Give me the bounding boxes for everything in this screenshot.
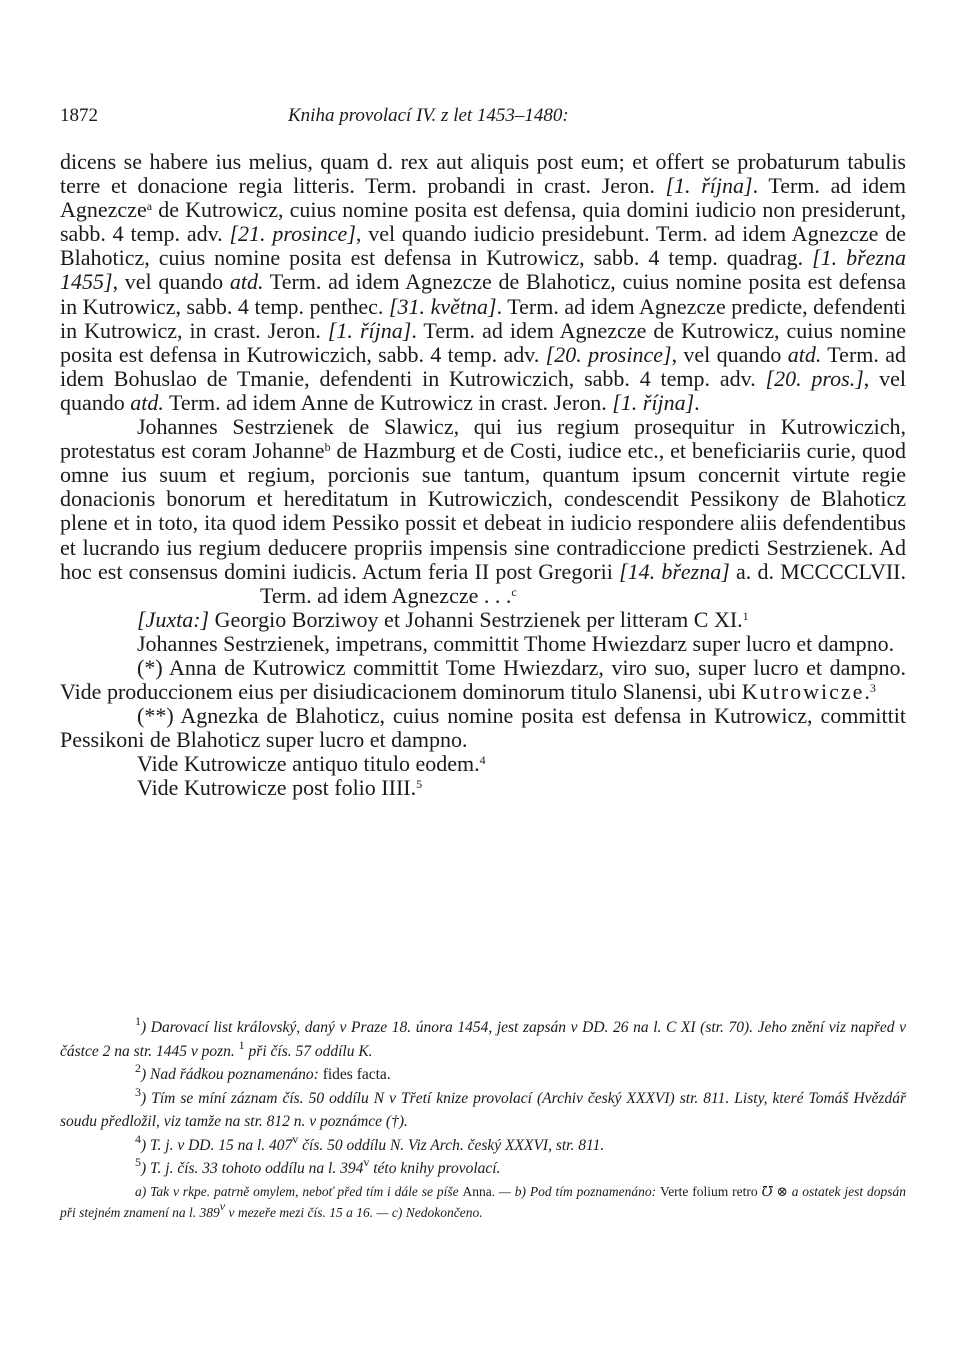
footnote-text: ) T. j. v DD. 15 na l. 407 xyxy=(141,1136,293,1154)
footnote-4 xyxy=(60,1131,906,1158)
text-run: . xyxy=(694,389,700,415)
date-note: [1. října] xyxy=(665,173,753,199)
date-note: [21. prosince] xyxy=(229,221,356,247)
footnote-number: 1 xyxy=(135,1014,141,1028)
text-run: de Hazmburg et de Costi, iudice etc., et beneficiariis curie, quod omne ius suum et regium, porcionis sue tantum, quantum ipsum concernit virtute regie donacionis bonorum et hereditatum in Kutrowiczich, condescendit Pessikony de Blahoticz plene et in toto, ita quod idem Pessiko possit et debeat in iudicio respondere aliis defendentibus et lucrando ius regium deducere propriis impensis sine contradiccione predicti Sestrzienek. Ad hoc est consensus domini iudicis. Actum feria II post Gregorii xyxy=(60,438,906,584)
footnote-text: ) Darovací list královský, daný v Praze 18. února 1454, jest zapsán v DD. 26 na l. C XI (str. 70). Jeho znění viz napřed v částce 2 na str. 1445 v pozn. xyxy=(60,1019,906,1060)
text-run: Vide Kutrowicze antiquo titulo eodem. xyxy=(137,751,480,777)
text-run: . Term. ad idem Agnezcze de Kutrowicz, cuius nomine posita est defensa in Kutrowiczich, sabb. 4 temp. adv. xyxy=(60,317,906,367)
text-run: (**) Agnezka de Blahoticz, cuius nomine posita est defensa in Kutrowicz, committit Pessikoni de Blahoticz super lucro et dampno. xyxy=(60,703,906,753)
footnote-marker: 4 xyxy=(479,753,486,768)
footnote-text: Anna. xyxy=(462,1183,496,1199)
date-note: [20. pros.] xyxy=(765,365,864,391)
text-run: . Term. ad idem Agnezcze xyxy=(60,173,906,223)
footnote-marker: v xyxy=(219,1198,226,1213)
footnote-text: ) Tím se míní záznam čís. 50 oddílu N v Třetí knize provolací (Archiv český XXXVI) str. 811. Listy, které Tomáš Hvězdář soudu předložil, viz tamže na str. 812 n. v poznámce (†). xyxy=(60,1089,906,1130)
text-run: Term. ad idem Agnezcze . . . xyxy=(260,582,512,608)
text-run: Term. ad idem Bohuslao de Tmanie, defendenti in Kutrowiczich, sabb. 4 temp. adv. xyxy=(60,341,906,391)
footnote-text: — b) Pod tím poznamenáno: xyxy=(495,1183,660,1199)
footnote-text: při čís. 57 oddílu K. xyxy=(244,1042,373,1060)
juxta-note: [Juxta:] xyxy=(137,606,210,632)
footnote-text: čís. 50 oddílu N. Viz Arch. český XXXVI, str. 811. xyxy=(298,1136,605,1154)
footnote-1 xyxy=(60,1016,906,1063)
footnote-number: 3 xyxy=(135,1084,141,1099)
footnote-3 xyxy=(60,1084,906,1134)
footnote-marker: 3 xyxy=(869,681,876,696)
text-run: Georgio Borziwoy et Johanni Sestrzienek per litteram C XI. xyxy=(209,606,743,632)
footnote-letters xyxy=(60,1181,906,1223)
paragraph-sestrzienek xyxy=(60,415,906,608)
footnote-marker: 5 xyxy=(416,777,423,792)
footnote-marker: c xyxy=(511,584,517,599)
page-number: 1872 xyxy=(60,105,98,126)
main-text xyxy=(60,150,906,801)
footnote-text: této knihy provolací. xyxy=(369,1160,501,1177)
abbrev-note: atd. xyxy=(787,341,822,367)
footnote-text: v mezeře mezi čís. 15 a 16. xyxy=(225,1204,374,1220)
date-note: [20. prosince] xyxy=(545,341,672,367)
footnote-text: ℧ ⊗ a ostatek jest dopsán při stejném znamení na l. 389 xyxy=(60,1183,906,1220)
footnote-text: — c) Nedokončeno. xyxy=(376,1204,483,1220)
text-run: , vel quando xyxy=(112,269,230,295)
paragraph-impetrans xyxy=(60,632,906,656)
text-run: , vel quando iudicio presidebunt. Term. ad idem Agnezcze de Blahoticz, cuius nomine posita est defensa in Kutrowicz, sabb. 4 temp. quadrag. xyxy=(60,221,906,271)
footnote-marker: b xyxy=(324,440,331,455)
text-run: de Kutrowicz, cuius nomine posita est defensa, quia domini iudicio non presiderunt, sabb. 4 temp. adv. xyxy=(60,197,906,247)
paragraph-anna xyxy=(60,656,906,704)
text-run: Term. ad idem Anne de Kutrowicz in crast. Jeron. xyxy=(163,389,613,415)
abbrev-note: atd. xyxy=(229,269,264,295)
footnote-marker: v xyxy=(363,1155,370,1169)
paragraph-vide-post xyxy=(60,776,906,800)
text-run: Johannes Sestrzienek, impetrans, committit Thome Hwiezdarz super lucro et dampno. xyxy=(137,630,895,656)
text-run: , vel quando xyxy=(60,365,906,415)
date-note: [31. května] xyxy=(388,293,497,319)
footnote-number: 5 xyxy=(135,1155,141,1169)
spaced-name: Kutrowicze xyxy=(741,679,865,705)
footnote-text: fides facta. xyxy=(322,1066,391,1083)
footnote-marker: a xyxy=(146,199,153,214)
text-run: dicens se habere ius melius, quam d. rex aut aliquis post eum; et offert se probaturum tabulis terre et donacione regia litteris. Term. probandi in crast. Jeron. xyxy=(60,149,906,199)
text-run: Vide Kutrowicze post folio IIII. xyxy=(137,775,417,801)
footnote-text: Verte folium retro xyxy=(659,1183,758,1199)
text-run: . Term. ad idem Agnezcze predicte, defendenti in Kutrowicz, in crast. Jeron. xyxy=(60,293,906,343)
footnote-text: ) T. j. čís. 33 tohoto oddílu na l. 394 xyxy=(141,1160,364,1177)
date-note: [14. března] xyxy=(619,558,730,584)
footnote-number: 4 xyxy=(135,1131,141,1146)
text-run: . xyxy=(864,679,870,705)
paragraph-juxta xyxy=(60,608,906,632)
text-run: a. d. MCCCCLVII. xyxy=(729,558,906,584)
date-note: [1. října] xyxy=(612,389,695,415)
paragraph-vide-antiquo xyxy=(60,752,906,776)
text-run: Johannes Sestrzienek de Slawicz, qui ius regium prosequitur in Kutrowiczich, protestatus est coram Johanne xyxy=(60,414,906,464)
footnote-text: ) Nad řádkou poznamenáno: xyxy=(141,1066,323,1083)
paragraph-terms xyxy=(60,150,906,415)
page-header xyxy=(60,103,906,129)
text-run: Term. ad idem Agnezcze de Blahoticz, cuius nomine posita est defensa in Kutrowicz, sabb. 4 temp. penthec. xyxy=(60,269,906,319)
abbrev-note: atd. xyxy=(130,389,164,415)
footnote-number: 2 xyxy=(135,1061,141,1075)
text-run: (*) Anna de Kutrowicz committit Tome Hwiezdarz, viro suo, super lucro et dampno. xyxy=(137,654,906,680)
running-title: Kniha provolací IV. z let 1453–1480: xyxy=(288,105,569,126)
text-run: Vide produccionem eius per disiudicacionem dominorum titulo Slanensi, ubi xyxy=(60,679,742,705)
footnotes xyxy=(60,1016,906,1223)
footnote-2 xyxy=(60,1063,906,1087)
text-run: , vel quando xyxy=(671,341,788,367)
paragraph-agnezka xyxy=(60,704,906,752)
footnote-marker: 1 xyxy=(238,1037,245,1052)
footnote-text: a) Tak v rkpe. patrně omylem, neboť před tím i dále se píše xyxy=(135,1183,463,1199)
date-note: [1. října] xyxy=(327,317,412,343)
footnote-marker: v xyxy=(292,1131,299,1146)
date-note: [1. března 1455] xyxy=(60,245,907,295)
footnote-marker: 1 xyxy=(742,608,749,623)
footnote-5 xyxy=(60,1157,906,1181)
